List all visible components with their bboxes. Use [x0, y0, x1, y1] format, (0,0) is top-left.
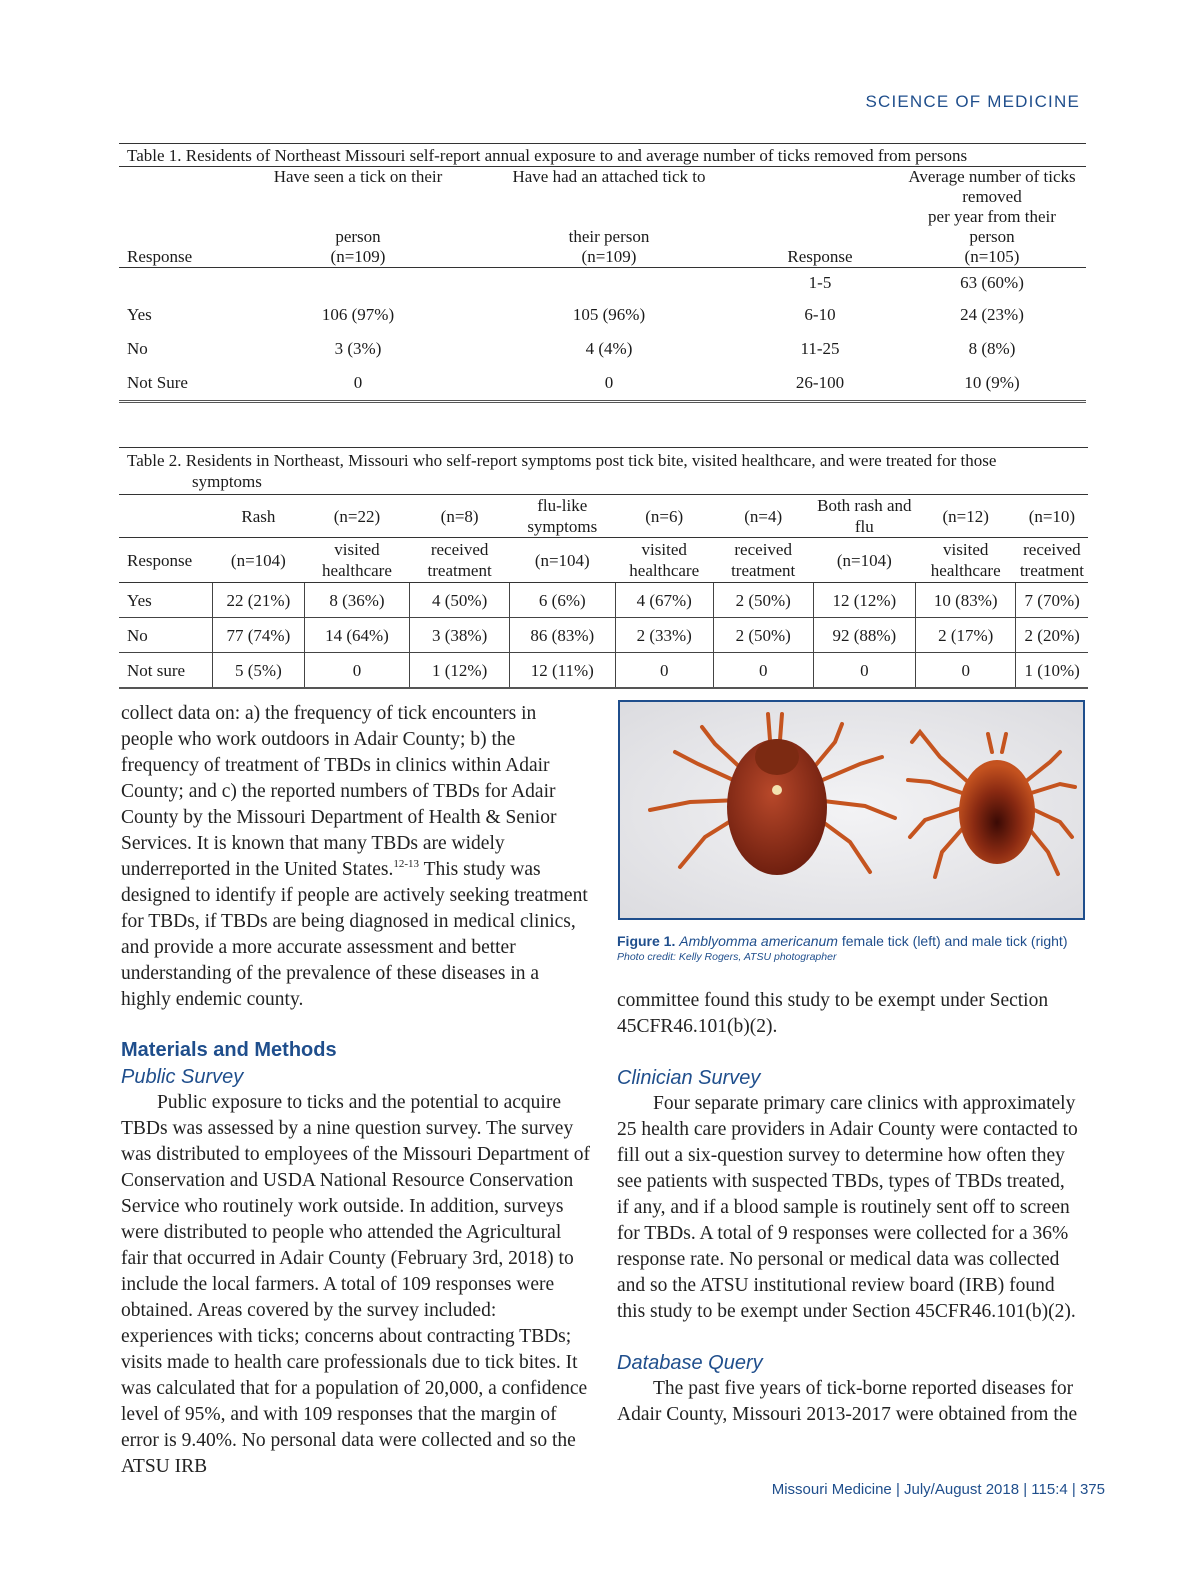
section-label: SCIENCE OF MEDICINE [865, 92, 1080, 111]
table-cell: 0 [916, 653, 1016, 689]
table-row [119, 583, 1088, 618]
clinician-survey-heading: Clinician Survey [617, 1067, 761, 1089]
table-cell: 5 (5%) [213, 653, 305, 689]
col-header-attached-2: their person [568, 227, 650, 246]
header-cell: received treatment [713, 538, 813, 583]
table-cell: 12 (11%) [509, 653, 615, 689]
table-1 [119, 143, 1086, 403]
range-cell: 11-25 [800, 339, 840, 358]
table-cell: 14 (64%) [304, 618, 410, 653]
header-cell: (n=104) [213, 538, 305, 583]
male-tick-body [959, 760, 1035, 864]
header-cell: (n=10) [1028, 506, 1076, 526]
seen-cell: 3 (3%) [334, 339, 382, 358]
header-cell: visited healthcare [916, 538, 1016, 583]
table-cell: 2 (17%) [916, 618, 1016, 653]
right-column [617, 988, 1079, 1428]
table-cell: 22 (21%) [213, 583, 305, 618]
table-cell: 10 (83%) [916, 583, 1016, 618]
header-cell: (n=6) [645, 506, 684, 526]
n-seen: (n=109) [330, 247, 386, 266]
table-cell: 12 (12%) [813, 583, 916, 618]
table-cell: 86 (83%) [509, 618, 615, 653]
table-row [119, 366, 1086, 402]
figure-caption [617, 932, 1097, 964]
header-cell: (n=12) [942, 506, 989, 526]
header-cell: received treatment [1016, 538, 1088, 583]
clinician-survey-paragraph: Four separate primary care clinics with approximately 25 health care providers in Adair County were contacted to fill out a six-question survey to determine how often they see patients with suspected TBDs, types of TBDs treated, if any, and if a blood sample is routinely sent off to screen for TBDs. A total of 9 responses were collected for a 36% response rate. No personal or medical data was collected and so the ATSU institutional review board (IRB) found this study to be exempt under Section 45CFR46.101(b)(2). [617, 1093, 1078, 1322]
avg-cell: 24 (23%) [960, 305, 1024, 324]
attached-cell: 4 (4%) [585, 339, 633, 358]
avg-cell: 10 (9%) [898, 366, 1086, 402]
col-header-seen-1: Have seen a tick on their [273, 167, 443, 186]
table-cell: 6 (6%) [509, 583, 615, 618]
col-header-attached [476, 207, 742, 268]
seen-cell: 0 [240, 366, 476, 402]
table-cell: 2 (50%) [713, 583, 813, 618]
table-cell: 2 (33%) [615, 618, 713, 653]
public-survey-paragraph: Public exposure to ticks and the potential to acquire TBDs was assessed by a nine question survey. The survey was distributed to employees of the Missouri Department of Conservation and USDA National Resource Conservation Service who routinely work outside. In addition, surveys were distributed to people who attended the Agricultural fair that occurred in Adair County (February 3rd, 2018) to include the local farmers. A total of 109 responses were obtained. Areas covered by the survey included: experiences with ticks; concerns about contracting TBDs; visits made to health care professionals due to tick bites. It was calculated that for a population of 20,000, a confidence level of 95%, and with 109 responses that the margin of error is 9.40%. No personal data were collected and so the ATSU IRB [121, 1092, 590, 1477]
header-cell: Rash [241, 506, 276, 526]
reference-superscript: 12-13 [393, 858, 420, 870]
response-cell: No [127, 339, 148, 358]
table-row [119, 332, 1086, 366]
header-cell: Response [119, 538, 213, 583]
response-header: Response [119, 207, 240, 268]
n-avg: (n=105) [964, 247, 1020, 266]
table-cell: 0 [304, 653, 410, 689]
table-cell: 92 (88%) [813, 618, 916, 653]
response-cell: Yes [127, 305, 152, 324]
table-cell: 1 (10%) [1016, 653, 1088, 689]
table-cell: 1 (12%) [410, 653, 510, 689]
continued-paragraph: committee found this study to be exempt under Section 45CFR46.101(b)(2). [617, 990, 1049, 1037]
attached-cell: 105 (96%) [572, 305, 646, 324]
table-cell: 4 (50%) [410, 583, 510, 618]
tick-photo-illustration [620, 702, 1083, 918]
table-cell: 4 (67%) [615, 583, 713, 618]
table-cell: 8 (36%) [304, 583, 410, 618]
table-1-caption: Table 1. Residents of Northeast Missouri self-report annual exposure to and average number of ticks removed from persons [119, 144, 1086, 167]
figure-label: Figure 1. [617, 933, 676, 949]
header-cell: visited healthcare [304, 538, 410, 583]
seen-cell: 106 (97%) [321, 305, 395, 324]
col-header-avg [898, 207, 1086, 268]
table-cell: 0 [615, 653, 713, 689]
header-cell: (n=22) [333, 506, 381, 526]
col-header-seen [240, 207, 476, 268]
table-cell: 3 (38%) [410, 618, 510, 653]
col-header-avg-1: Average number of ticks removed [908, 167, 1076, 206]
header-cell: received treatment [410, 538, 510, 583]
species-name: Amblyomma americanum [679, 933, 838, 949]
table-2 [119, 447, 1088, 689]
table-cell: 77 (74%) [213, 618, 305, 653]
range-cell: 6-10 [804, 305, 836, 324]
table-2-caption-line-2: symptoms [192, 472, 262, 491]
header-cell: (n=8) [440, 506, 479, 526]
response-header-2: Response [742, 207, 898, 268]
avg-cell: 8 (8%) [968, 339, 1016, 358]
database-query-heading: Database Query [617, 1352, 763, 1374]
table-row [119, 298, 1086, 332]
table-cell: Yes [119, 583, 213, 618]
intro-text-continued: This study was designed to identify if people are actively seeking treatment for TBDs, if TBDs are being diagnosed in medical clinics, and provide a more accurate assessment and better understanding of the prevalence of these diseases in a highly endemic county. [121, 859, 588, 1010]
left-column [121, 701, 593, 1480]
range-cell: 1-5 [808, 273, 832, 292]
header-cell: visited healthcare [615, 538, 713, 583]
col-header-seen-2: person [335, 227, 381, 246]
header-cell: (n=104) [509, 538, 615, 583]
table-row [119, 653, 1088, 689]
table-cell: 0 [713, 653, 813, 689]
col-header-avg-2: per year from their person [928, 207, 1056, 246]
avg-cell: 63 (60%) [960, 273, 1024, 292]
table-2-caption-line-1: Table 2. Residents in Northeast, Missouri who self-report symptoms post tick bite, visited healthcare, and were treated for those [127, 451, 997, 470]
table-cell: 0 [813, 653, 916, 689]
photo-credit: Photo credit: Kelly Rogers, ATSU photographer [617, 951, 837, 963]
public-survey-heading: Public Survey [121, 1066, 244, 1088]
header-cell: Both rash and flu [817, 496, 912, 536]
col-header-attached-1: Have had an attached tick to [512, 167, 706, 186]
table-row [119, 618, 1088, 653]
figure-photo [618, 700, 1085, 920]
attached-cell: 0 [476, 366, 742, 402]
intro-text: collect data on: a) the frequency of tick encounters in people who work outdoors in Adair County; b) the frequency of treatment of TBDs in clinics within Adair County; and c) the reported numbers of TBDs for Adair County by the Missouri Department of Health & Senior Services. It is known that many TBDs are widely underreported in the United States. [121, 703, 557, 880]
table-cell: No [119, 618, 213, 653]
page-footer: Missouri Medicine | July/August 2018 | 115:4 | 375 [771, 1481, 1105, 1498]
header-cell: (n=4) [744, 506, 783, 526]
header-cell: flu-like symptoms [527, 496, 598, 536]
methods-heading: Materials and Methods [121, 1039, 337, 1061]
table-cell: 2 (50%) [713, 618, 813, 653]
table-cell: 2 (20%) [1016, 618, 1088, 653]
intro-paragraph [121, 701, 593, 1013]
table-cell: Not sure [119, 653, 213, 689]
range-cell: 26-100 [742, 366, 898, 402]
database-query-paragraph: The past five years of tick-borne reported diseases for Adair County, Missouri 2013-2017 were obtained from the [617, 1378, 1078, 1425]
figure-caption-text: female tick (left) and male tick (right) [837, 933, 1068, 949]
response-cell: Not Sure [119, 366, 240, 402]
female-tick-spot [772, 785, 782, 795]
table-cell: 7 (70%) [1016, 583, 1088, 618]
n-attached: (n=109) [581, 247, 637, 266]
header-cell: (n=104) [813, 538, 916, 583]
table-2-caption [119, 448, 1088, 495]
